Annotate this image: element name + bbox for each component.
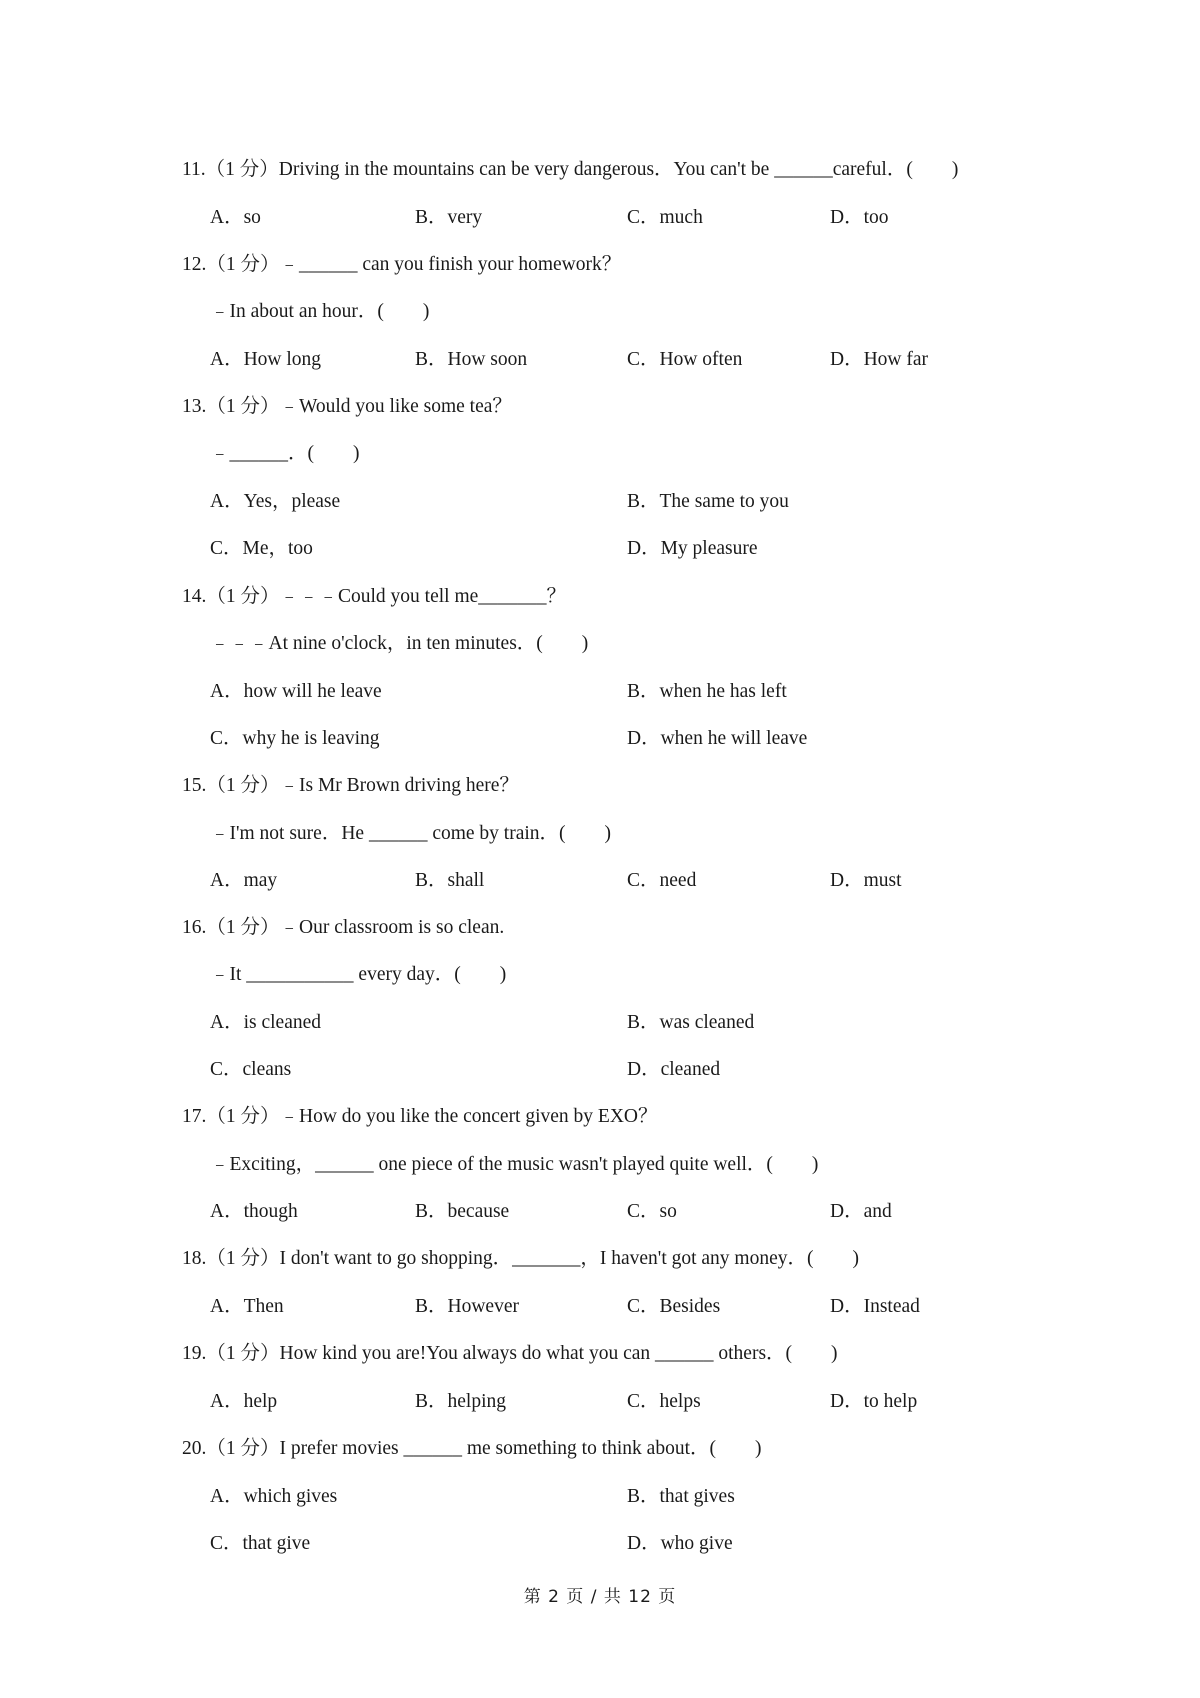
question-20-option-c: C．that give (210, 1533, 311, 1554)
question-20-option-b: B．that gives (627, 1486, 735, 1507)
question-16-stem: 16.（1 分）﹣Our classroom is so clean. (182, 917, 505, 938)
question-18-option-b: B．However (415, 1296, 519, 1317)
question-20-option-d: D．who give (627, 1533, 733, 1554)
question-15-option-a: A．may (210, 870, 278, 891)
question-17-reply: ﹣Exciting，______ one piece of the music wasn't played quite well．( ) (210, 1154, 819, 1175)
question-13-option-d: D．My pleasure (627, 538, 758, 559)
question-15-reply: ﹣I'm not sure．He ______ come by train．( ) (210, 823, 612, 844)
question-16-option-c: C．cleans (210, 1059, 292, 1080)
question-14-option-d: D．when he will leave (627, 728, 808, 749)
question-12-option-a: A．How long (210, 349, 322, 370)
question-12-reply: ﹣In about an hour．( ) (210, 301, 430, 322)
question-15-option-c: C．need (627, 870, 697, 891)
question-17-option-b: B．because (415, 1201, 510, 1222)
question-16-reply: ﹣It ___________ every day．( ) (210, 964, 507, 985)
question-13-option-c: C．Me，too (210, 538, 313, 559)
question-13-stem: 13.（1 分）﹣Would you like some tea？ (182, 396, 512, 417)
question-14-reply: ﹣﹣﹣At nine o'clock，in ten minutes．( ) (210, 633, 589, 654)
question-16-option-a: A．is cleaned (210, 1012, 322, 1033)
question-14-stem: 14.（1 分）﹣﹣﹣Could you tell me_______？ (182, 586, 567, 607)
question-18-stem: 18.（1 分）I don't want to go shopping．_______，I haven't got any money．( ) (182, 1248, 859, 1269)
question-19-option-a: A．help (210, 1391, 278, 1412)
question-12-option-b: B．How soon (415, 349, 528, 370)
question-15-option-b: B．shall (415, 870, 485, 891)
question-17-option-c: C．so (627, 1201, 677, 1222)
question-17-stem: 17.（1 分）﹣How do you like the concert given by EXO？ (182, 1106, 658, 1127)
question-17-option-d: D．and (830, 1201, 892, 1222)
question-15-option-d: D．must (830, 870, 902, 891)
question-11-stem: 11.（1 分）Driving in the mountains can be very dangerous．You can't be ______careful．( ) (182, 159, 959, 180)
question-12-option-c: C．How often (627, 349, 743, 370)
question-18-option-c: C．Besides (627, 1296, 721, 1317)
question-19-option-d: D．to help (830, 1391, 918, 1412)
question-18-option-a: A．Then (210, 1296, 284, 1317)
question-12-option-d: D．How far (830, 349, 929, 370)
question-11-option-d: D．too (830, 207, 889, 228)
page-footer: 第 2 页 / 共 12 页 (523, 1587, 677, 1607)
question-14-option-b: B．when he has left (627, 681, 787, 702)
question-13-reply: ﹣______．( ) (210, 443, 360, 464)
question-13-option-a: A．Yes，please (210, 491, 341, 512)
question-18-option-d: D．Instead (830, 1296, 920, 1317)
question-17-option-a: A．though (210, 1201, 298, 1222)
question-11-option-a: A．so (210, 207, 261, 228)
question-20-option-a: A．which gives (210, 1486, 338, 1507)
question-11-option-b: B．very (415, 207, 483, 228)
question-19-option-c: C．helps (627, 1391, 701, 1412)
question-20-stem: 20.（1 分）I prefer movies ______ me something to think about．( ) (182, 1438, 762, 1459)
question-14-option-a: A．how will he leave (210, 681, 382, 702)
question-14-option-c: C．why he is leaving (210, 728, 380, 749)
question-16-option-d: D．cleaned (627, 1059, 721, 1080)
question-11-option-c: C．much (627, 207, 703, 228)
question-13-option-b: B．The same to you (627, 491, 789, 512)
question-12-stem: 12.（1 分）﹣______ can you finish your homework？ (182, 254, 622, 275)
question-19-stem: 19.（1 分）How kind you are!You always do what you can ______ others．( ) (182, 1343, 838, 1364)
question-16-option-b: B．was cleaned (627, 1012, 755, 1033)
question-15-stem: 15.（1 分）﹣Is Mr Brown driving here？ (182, 775, 519, 796)
question-19-option-b: B．helping (415, 1391, 506, 1412)
